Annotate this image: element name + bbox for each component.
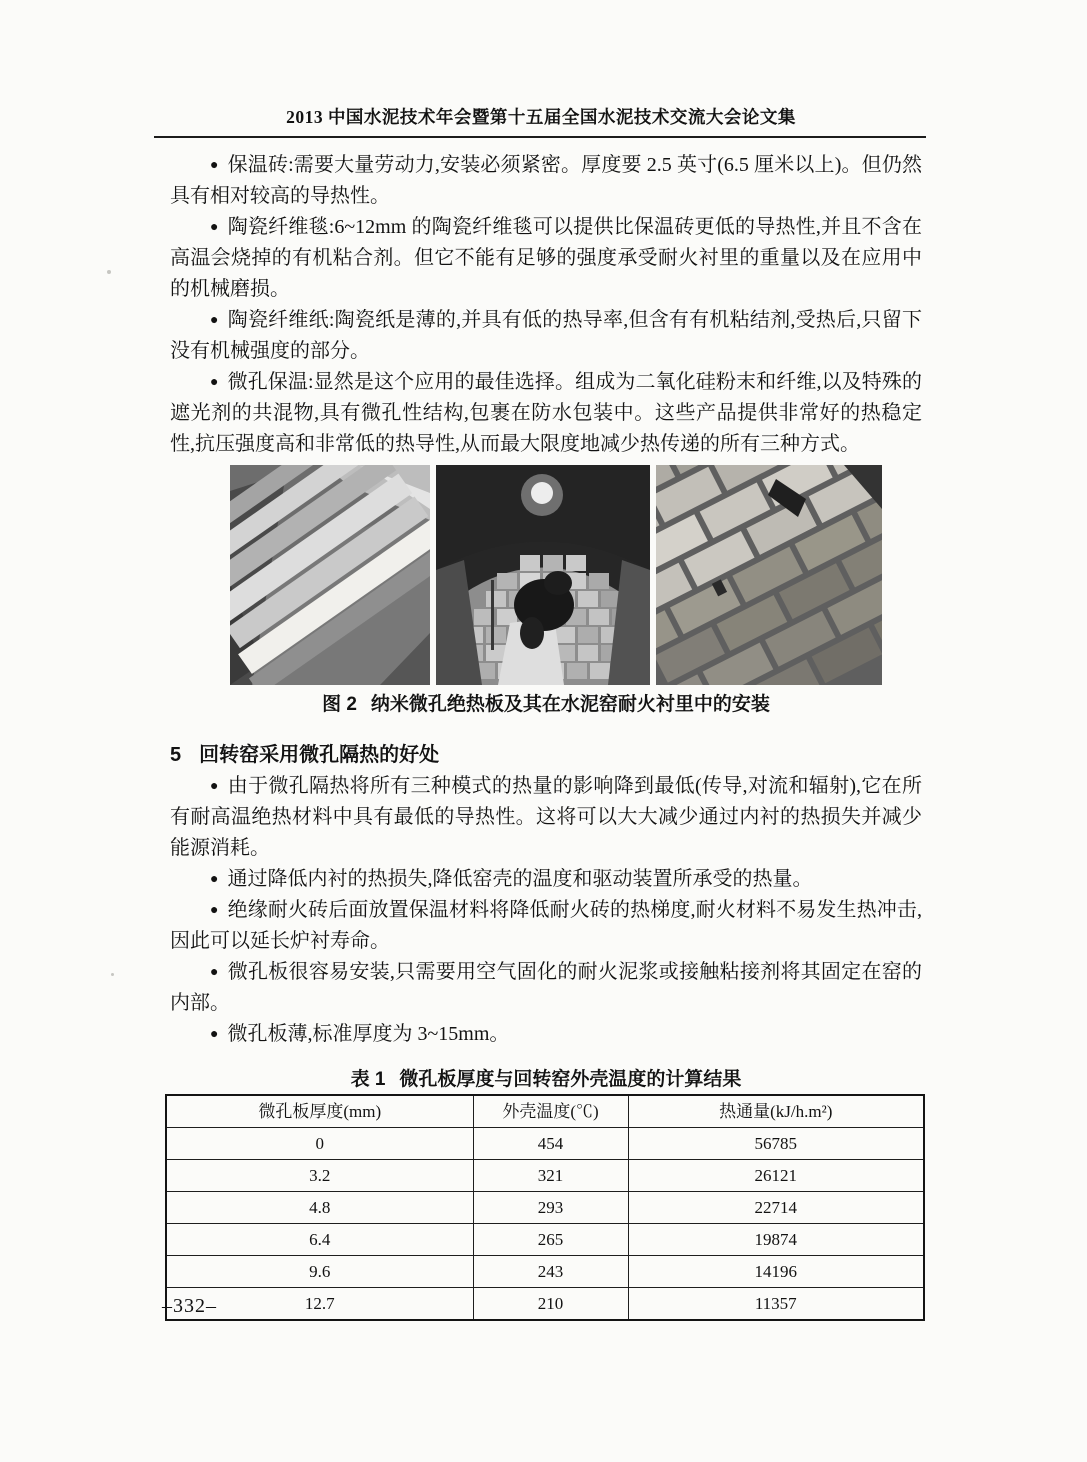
bullet-icon: ● (210, 1027, 219, 1042)
cell-temperature: 321 (473, 1160, 628, 1192)
figure-label: 图 2 (322, 694, 357, 715)
table-title (170, 1067, 922, 1093)
column-header-thickness: 微孔板厚度(mm) (166, 1095, 473, 1128)
paragraph-benefit-shell-temperature (170, 864, 922, 895)
cell-thickness: 4.8 (166, 1192, 473, 1224)
bullet-icon: ● (210, 375, 219, 390)
photo-insulation-boards (230, 465, 430, 685)
paragraph-benefit-thermal-gradient (170, 895, 922, 957)
cell-thickness: 9.6 (166, 1256, 473, 1288)
cell-heat-flux: 56785 (628, 1128, 924, 1160)
page-number: –332– (162, 1295, 217, 1317)
bullet-icon: ● (210, 872, 219, 887)
cell-temperature: 243 (473, 1256, 628, 1288)
header-divider (154, 136, 926, 138)
paragraph-text: 微孔板很容易安装,只需要用空气固化的耐火泥浆或接触粘接剂将其固定在窑的内部。 (170, 961, 922, 1014)
page-header-title: 2013 中国水泥技术年会暨第十五届全国水泥技术交流大会论文集 (286, 107, 796, 127)
cell-thickness: 3.2 (166, 1160, 473, 1192)
cell-heat-flux: 11357 (628, 1288, 924, 1321)
column-header-shell-temperature: 外壳温度(℃) (473, 1095, 628, 1128)
paragraph-text: 通过降低内衬的热损失,降低窑壳的温度和驱动装置所承受的热量。 (227, 868, 813, 890)
table-row (166, 1128, 924, 1160)
scan-speck (111, 973, 114, 976)
table-header-row (166, 1095, 924, 1128)
cell-temperature: 265 (473, 1224, 628, 1256)
photo-brick-lining (656, 465, 882, 685)
table-row (166, 1192, 924, 1224)
bullet-icon: ● (210, 220, 219, 235)
table-row (166, 1224, 924, 1256)
table-title-text: 微孔板厚度与回转窑外壳温度的计算结果 (399, 1069, 742, 1090)
paragraph-text: 微孔板薄,标准厚度为 3~15mm。 (227, 1023, 510, 1045)
results-table (165, 1094, 925, 1321)
paragraph-insulating-brick (170, 150, 922, 212)
bullet-icon: ● (210, 313, 219, 328)
table-row (166, 1288, 924, 1321)
cell-temperature: 293 (473, 1192, 628, 1224)
bullet-icon: ● (210, 903, 219, 918)
table-label: 表 1 (350, 1069, 386, 1090)
paragraph-ceramic-fiber-blanket (170, 212, 922, 305)
paragraph-text: 由于微孔隔热将所有三种模式的热量的影响降到最低(传导,对流和辐射),它在所有耐高温绝热材料中具有最低的导热性。这将可以大大减少通过内衬的热损失并减少能源消耗。 (170, 775, 922, 859)
figure-photo-strip (230, 465, 882, 685)
page-body (170, 150, 922, 1321)
cell-heat-flux: 22714 (628, 1192, 924, 1224)
paragraph-microporous-insulation (170, 367, 922, 460)
table-row (166, 1160, 924, 1192)
scan-speck (107, 270, 111, 274)
bullet-icon: ● (210, 158, 219, 173)
paragraph-benefit-conductivity (170, 771, 922, 864)
paragraph-text: 陶瓷纤维纸:陶瓷纸是薄的,并具有低的热导率,但含有有机粘结剂,受热后,只留下没有机械强度的部分。 (170, 309, 922, 362)
cell-temperature: 210 (473, 1288, 628, 1321)
cell-thickness: 0 (166, 1128, 473, 1160)
bullet-icon: ● (210, 779, 219, 794)
figure-2 (170, 465, 922, 718)
column-header-heat-flux: 热通量(kJ/h.m²) (628, 1095, 924, 1128)
paragraph-text: 保温砖:需要大量劳动力,安装必须紧密。厚度要 2.5 英寸(6.5 厘米以上)。但仍然具有相对较高的导热性。 (170, 154, 922, 207)
figure-caption (170, 692, 922, 718)
table-row (166, 1256, 924, 1288)
cell-temperature: 454 (473, 1128, 628, 1160)
paragraph-text: 绝缘耐火砖后面放置保温材料将降低耐火砖的热梯度,耐火材料不易发生热冲击,因此可以延长炉衬寿命。 (170, 899, 922, 952)
paragraph-ceramic-fiber-paper (170, 305, 922, 367)
paragraph-benefit-thin-board (170, 1019, 922, 1050)
cell-heat-flux: 14196 (628, 1256, 924, 1288)
cell-thickness: 12.7 (166, 1288, 473, 1321)
photo-kiln-interior-installation (436, 465, 650, 685)
paragraph-benefit-easy-install (170, 957, 922, 1019)
section-number: 5 (170, 744, 182, 766)
figure-caption-text: 纳米微孔绝热板及其在水泥窑耐火衬里中的安装 (370, 694, 770, 715)
cell-thickness: 6.4 (166, 1224, 473, 1256)
cell-heat-flux: 19874 (628, 1224, 924, 1256)
paragraph-text: 微孔保温:显然是这个应用的最佳选择。组成为二氧化硅粉末和纤维,以及特殊的遮光剂的共混物,具有微孔性结构,包裹在防水包装中。这些产品提供非常好的热稳定性,抗压强度高和非常低的热导性,从而最大限度地减少热传递的所有三种方式。 (170, 371, 922, 455)
bullet-icon: ● (210, 965, 219, 980)
cell-heat-flux: 26121 (628, 1160, 924, 1192)
section-heading-5 (170, 740, 922, 771)
section-title: 回转窑采用微孔隔热的好处 (199, 744, 440, 766)
paragraph-text: 陶瓷纤维毯:6~12mm 的陶瓷纤维毯可以提供比保温砖更低的导热性,并且不含在高温会烧掉的有机粘合剂。但它不能有足够的强度承受耐火衬里的重量以及在应用中的机械磨损。 (170, 216, 922, 300)
